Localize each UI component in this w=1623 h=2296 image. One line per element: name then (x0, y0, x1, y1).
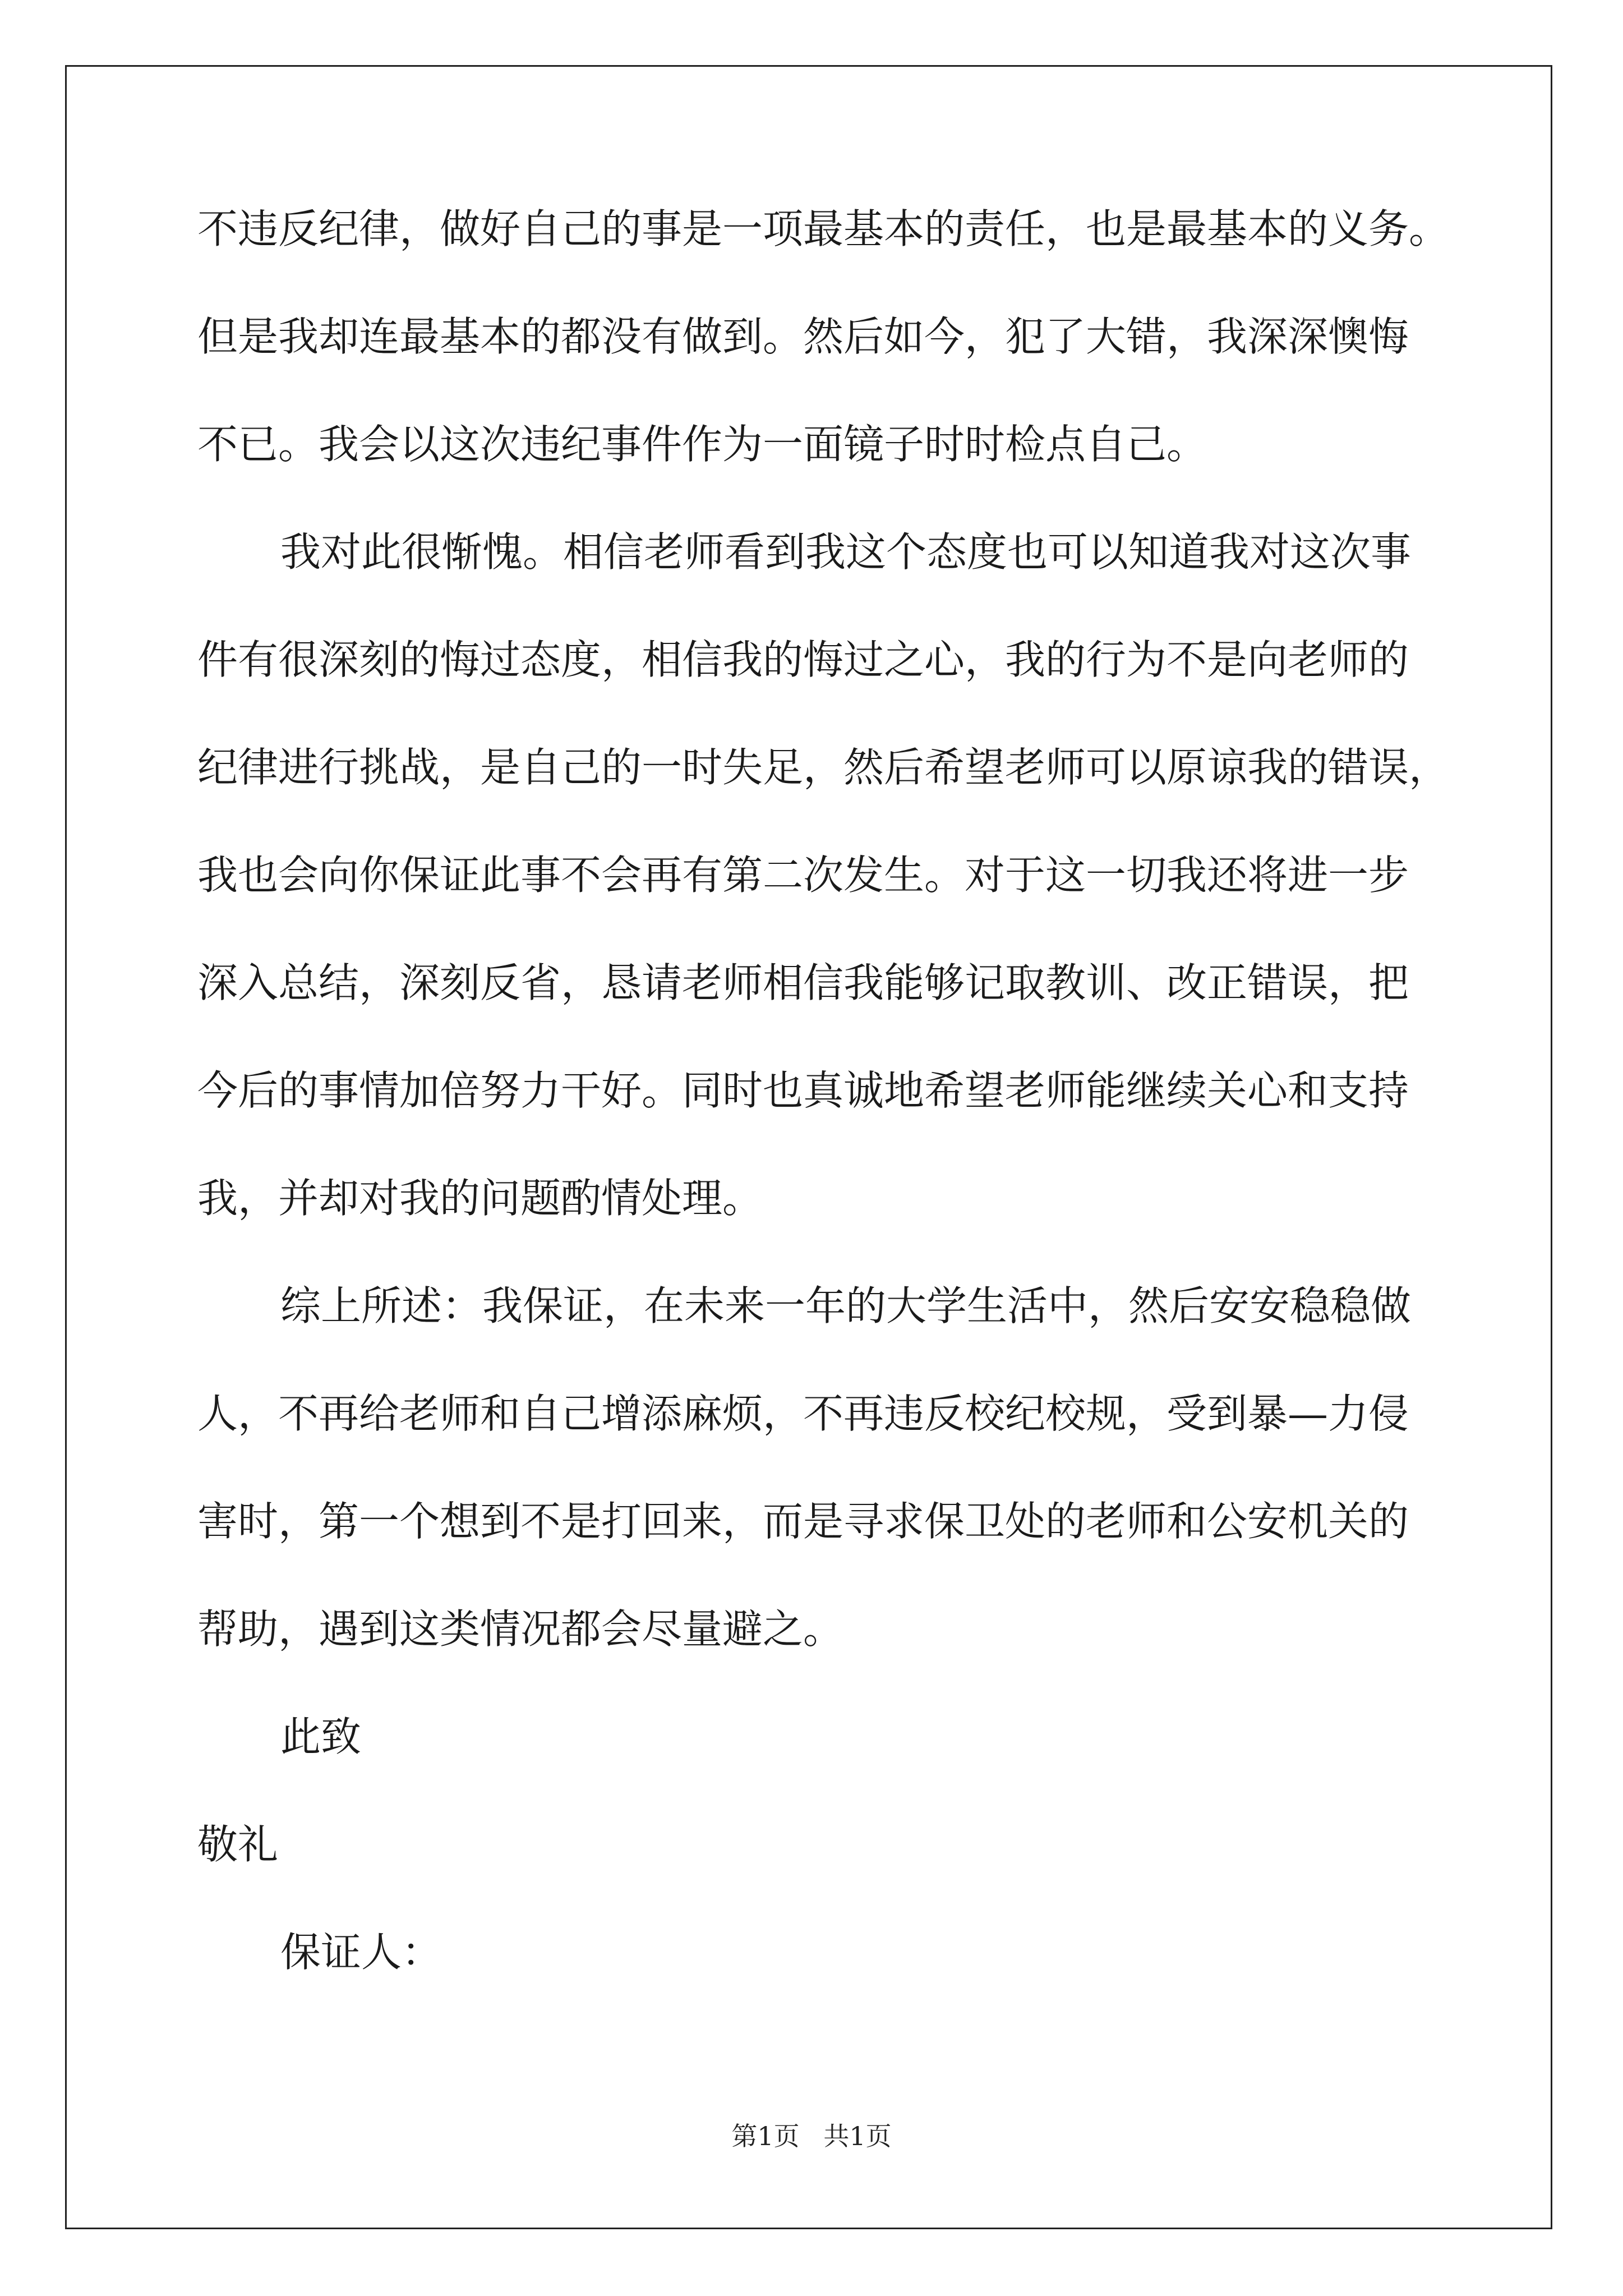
text-line: 我，并却对我的问题酌情处理。 (197, 1175, 763, 1222)
text-line: 纪律进行挑战，是自己的一时失足，然后希望老师可以原谅我的错误， (197, 744, 1450, 791)
text-line: 帮助，遇到这类情况都会尽量避之。 (197, 1605, 844, 1653)
text-line: 但是我却连最基本的都没有做到。然后如今，犯了大错，我深深懊悔 (197, 313, 1409, 360)
text-line: 深入总结，深刻反省，恳请老师相信我能够记取教训、改正错误，把 (197, 959, 1409, 1006)
text-line: 不违反纪律，做好自己的事是一项最基本的责任，也是最基本的义务。 (197, 205, 1450, 252)
closing-regards: 敬礼 (197, 1821, 279, 1868)
text-line: 今后的事情加倍努力干好。同时也真诚地希望老师能继续关心和支持 (197, 1067, 1409, 1114)
text-line: 我也会向你保证此事不会再有第二次发生。对于这一切我还将进一步 (197, 852, 1409, 899)
text-line: 我对此很惭愧。相信老师看到我这个态度也可以知道我对这次事 (280, 528, 1412, 576)
text-line: 综上所述：我保证，在未来一年的大学生活中，然后安安稳稳做 (280, 1282, 1412, 1329)
page-border (65, 65, 1552, 2229)
signature-label: 保证人： (280, 1929, 442, 1976)
text-line: 人，不再给老师和自己增添麻烦，不再违反校纪校规，受到暴—力侵 (197, 1390, 1409, 1437)
closing-salutation: 此致 (280, 1713, 362, 1760)
page-footer (0, 2116, 1623, 2153)
text-line: 害时，第一个想到不是打回来，而是寻求保卫处的老师和公安机关的 (197, 1498, 1409, 1545)
page-total: 共1页 (823, 2121, 892, 2151)
page-number: 第1页 (731, 2121, 800, 2151)
text-line: 件有很深刻的悔过态度，相信我的悔过之心，我的行为不是向老师的 (197, 636, 1409, 683)
text-line: 不已。我会以这次违纪事件作为一面镜子时时检点自己。 (197, 421, 1207, 468)
